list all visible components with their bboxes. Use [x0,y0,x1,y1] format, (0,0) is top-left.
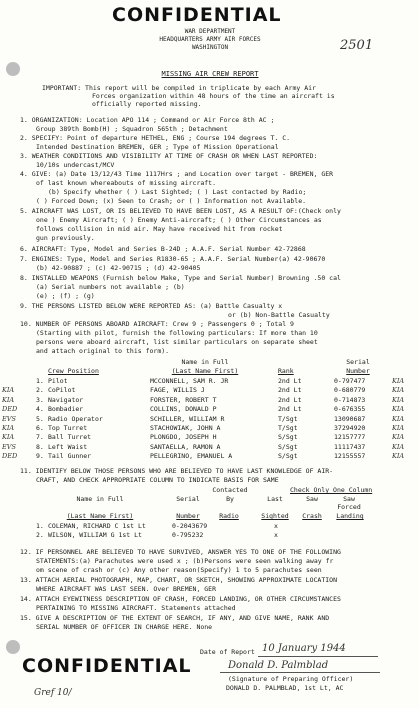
crew-rank: 2nd Lt [278,395,302,404]
crew-row-number: 9. [36,452,44,461]
witness-1-name: COLEMAN, RICHARD C 1st Lt [48,522,146,530]
crew-rank: 2nd Lt [278,405,302,414]
important-line-2: Forces organization within 48 hours of the time an aircraft is [92,92,335,100]
item-10-instructions-2: persons were aboard aircraft, list similar particulars on separate sheet [36,338,318,346]
report-title: MISSING AIR CREW REPORT [161,70,259,78]
item-12-survived: 12. IF PERSONNEL ARE BELIEVED TO HAVE SURVIVED, ANSWER YES TO ONE OF THE FOLLOWING [20,548,341,556]
crew-status-mark: KIA [2,386,15,395]
witness-header-saw-forced: Saw [343,495,355,503]
item-8-more: (e) ; (f) ; (g) [36,292,95,300]
item-6-aircraft: 6. AIRCRAFT: Type, Model and Series B-24D ; A.A.F. Serial Number 42-72868 [20,245,306,253]
witness-header-radio: Radio [219,512,239,520]
crew-header-serial-sub: Number [346,367,370,375]
crew-status-mark: KIA [2,395,15,404]
crew-row [0,443,419,452]
crew-rank: S/Sgt [278,452,298,461]
witness-header-serial: Serial [176,495,200,503]
crew-row [0,433,419,442]
crew-position: Left Waist [48,442,88,451]
crew-position: Navigator [48,395,84,404]
punch-hole [6,62,20,76]
item-10-instructions-1: (Starting with pilot, furnish the following particulars: If more than 10 [36,329,318,337]
witness-header-forced: Forced [337,503,361,511]
crew-serial: 13090687 [334,414,366,423]
crew-row [0,415,419,424]
crew-serial: 12157777 [334,433,366,442]
item-5-options: one ) Enemy Aircraft; ( ) Enemy Anti-aircraft; ( ) Other Circumstances as [36,216,322,224]
crew-name: MCCONNELL, SAM R. JR [150,377,229,385]
witness-header-name-sub: (Last Name First) [66,512,134,520]
witness-header-last: Last [267,495,283,503]
crew-row [0,396,419,405]
witness-header-name: Name in Full [76,495,124,503]
crew-row-number: 4. [36,405,44,414]
item-10-number-aboard: 10. NUMBER OF PERSONS ABOARD AIRCRAFT: Crew 9 ; Passengers 0 ; Total 9 [20,320,294,328]
confidential-stamp-top: CONFIDENTIAL [112,4,282,26]
crew-right-mark: KIA [392,414,405,423]
crew-serial: 0-797477 [334,377,366,385]
witness-header-saw: Saw [306,495,318,503]
crew-right-mark: KIA [392,377,405,385]
crew-header-name: Name in Full [181,358,229,366]
item-15-search: 15. GIVE A DESCRIPTION OF THE EXTENT OF SEARCH, IF ANY, AND GIVE NAME, RANK AND [20,614,330,622]
witness-2-last-sighted: x [274,531,278,539]
crew-position: Radio Operator [48,414,103,423]
item-5-lost: 5. AIRCRAFT WAS LOST, OR IS BELIEVED TO HAVE BEEN LOST, AS A RESULT OF:(Check only [20,207,341,215]
date-of-report-label: Date of Report [200,648,255,656]
crew-rank: T/Sgt [278,414,298,423]
signature-caption: (Signature of Preparing Officer) [228,675,354,683]
item-13-location: WHERE AIRCRAFT WAS LAST SEEN. Over BREMEN, GER [36,585,217,593]
header-hq-aaf: HEADQUARTERS ARMY AIR FORCES [159,36,261,43]
crew-position: Bombadier [48,405,84,414]
crew-row [0,424,419,433]
crew-header-serial: Serial [346,358,370,366]
crew-row-number: 3. [36,395,44,404]
item-14-eyewitness: 14. ATTACH EYEWITNESS DESCRIPTION OF CRASH, FORCED LANDING, OR OTHER CIRCUMSTANCES [20,595,341,603]
item-11-identify-cont: CRAFT, AND CHECK APPROPRIATE COLUMN TO INDICATE BASIS FOR SAME [36,476,279,484]
crew-status-mark: DED [2,405,18,414]
witness-1-num: 1. [36,522,44,530]
confidential-stamp-bottom: CONFIDENTIAL [22,655,192,677]
crew-header-position: Crew Position [48,367,99,375]
crew-name: SCHILLER, WILLIAM R [150,414,225,423]
crew-status-mark: KIA [2,433,15,442]
crew-right-mark: KIA [392,405,405,414]
crew-position: Pilot [48,377,68,385]
item-15-officer: SERIAL NUMBER OF OFFICER IN CHARGE HERE. None [36,623,213,631]
item-11-identify: 11. IDENTIFY BELOW THOSE PERSONS WHO ARE BELIEVED TO HAVE LAST KNOWLEDGE OF AIR- [20,467,334,475]
crew-position: Ball Turret [48,433,92,442]
signature: Donald D. Palmblad [228,660,329,671]
item-12-statements: STATEMENTS:(a) Parachutes were used x ; (b)Persons were seen walking away fr [36,557,334,565]
item-1-group: Group 389th Bomb(H) ; Squadron 565th ; Detachment [36,125,228,133]
header-washington: WASHINGTON [191,44,229,51]
item-9-persons: 9. THE PERSONS LISTED BELOW WERE REPORTED AS: (a) Battle Casualty x [20,302,283,310]
crew-name: STACHOWIAK, JOHN A [150,424,221,432]
witness-2-name: WILSON, WILLIAM G 1st Lt [48,531,142,539]
crew-rank: 2nd Lt [278,386,302,395]
crew-name: PLONGDO, JOSEPH H [150,433,217,442]
witness-header-sighted: Sighted [261,512,289,520]
item-3-weather: 3. WEATHER CONDITIONS AND VISIBILITY AT TIME OF CRASH OR WHEN LAST REPORTED: [20,152,318,160]
handwritten-note: Gref 10/ [34,688,72,698]
crew-rank: 2nd Lt [278,377,302,385]
punch-hole [6,640,20,654]
witness-2-num: 2. [36,531,44,539]
date-line [258,656,378,657]
crew-row [0,452,419,461]
witness-header-crash: Crash [302,512,322,520]
crew-row-number: 2. [36,386,44,395]
crew-name: FORSTER, ROBERT T [150,395,217,404]
item-5-circumstances-cont: gun previously. [36,234,95,242]
witness-header-serial-sub: Number [176,512,200,520]
handwritten-number: 2501 [340,38,374,53]
item-8-weapons: 8. INSTALLED WEAPONS (Furnish below Make, Type and Serial Number) Browning .50 cal [20,274,341,282]
header-war-department: WAR DEPARTMENT [184,28,236,35]
crew-name: SANTAELLA, RAMON A [150,442,221,451]
crew-position: Tail Gunner [48,452,92,461]
crew-serial: 12155557 [334,452,366,461]
witness-2-serial: 0-795232 [172,531,204,539]
important-line-3: officially reported missing. [92,100,202,108]
witness-header-landing: Landing [336,512,364,520]
crew-serial: 37294920 [334,424,366,432]
signature-line [220,672,380,673]
crew-header-name-sub: (Last Name First) [171,367,239,375]
crew-rank: S/Sgt [278,442,298,451]
item-5-circumstances: follows collision in mid air. May have received hit from rocket [36,225,283,233]
crew-row-number: 8. [36,442,44,451]
item-14-statements: PERTAINING TO MISSING AIRCRAFT. Statements attached [36,604,236,612]
crew-serial: 0-676355 [334,405,366,414]
witness-header-contacted: Contacted [212,486,248,494]
item-7-engine-serials: (b) 42-90887 ; (c) 42-90715 ; (d) 42-90405 [36,264,201,272]
witness-header-by: By [226,495,234,503]
crew-status-mark: DED [2,452,18,461]
item-4-whereabouts: of last known whereabouts of missing aircraft. [36,179,217,187]
crew-right-mark: KIA [392,424,405,432]
crew-right-mark: KIA [392,452,405,461]
item-4-date-time: 4. GIVE: (a) Date 13/12/43 Time 1117Hrs ; and Location over target - BREMEN, GER [20,170,334,178]
crew-rank: S/Sgt [278,433,298,442]
crew-rank: T/Sgt [278,424,298,432]
item-10-instructions-3: and attach original to this form). [36,347,170,355]
crew-row [0,405,419,414]
item-7-engines: 7. ENGINES: Type, Model and Series R1830-65 ; A.A.F. Serial Number(a) 42-90670 [20,255,326,263]
witness-header-check-only: Check Only One Column [290,486,373,494]
crew-row-number: 7. [36,433,44,442]
crew-name: PELLEGRINO, EMANUEL A [150,452,233,461]
item-8-serials: (a) Serial numbers not available ; (b) [36,283,185,291]
crew-row [0,377,419,386]
crew-right-mark: KIA [392,442,405,451]
item-9-non-battle: or (b) Non-Battle Casualty [228,311,330,319]
typed-name: DONALD D. PALMBLAD, 1st Lt, AC [226,684,344,692]
witness-1-serial: 0-2043679 [172,522,208,530]
item-12-other: om scene of crash or (c) Any other reason(Specify) 1 to 5 parachutes seen [36,566,322,574]
crew-row-number: 5. [36,414,44,423]
crew-right-mark: KIA [392,386,405,395]
item-2-destination: Intended Destination BREMEN, GER ; Type of Mission Operational [36,143,279,151]
item-1-organization: 1. ORGANIZATION: Location APO 114 ; Command or Air Force 8th AC ; [20,116,275,124]
date-of-report-value: 10 January 1944 [262,643,346,654]
item-2-specify: 2. SPECIFY: Point of departure HETHEL, ENG ; Course 194 degrees T. C. [20,134,291,142]
crew-row-number: 1. [36,377,44,385]
witness-1-last-sighted: x [274,522,278,530]
crew-row-number: 6. [36,424,44,432]
crew-serial: 0-680779 [334,386,366,395]
crew-position: Top Turret [48,424,88,432]
item-4b-specify: (b) Specify whether ( ) Last Sighted; ( ) Last contacted by Radio; [48,188,307,196]
crew-status-mark: KIA [2,424,15,432]
crew-name: FAGE, WILLIS J [150,386,205,395]
crew-serial: 0-714873 [334,395,366,404]
important-line-1: IMPORTANT: This report will be compiled in triplicate by each Army Air [42,84,316,92]
crew-right-mark: KIA [392,433,405,442]
crew-right-mark: KIA [392,395,405,404]
item-4b-options: ( ) Forced Down; (x) Seen to Crash; or ( ) Information not Available. [36,197,307,205]
crew-serial: 11117437 [334,442,366,451]
crew-status-mark: EVS [2,414,16,423]
crew-position: CoPilot [48,386,76,395]
crew-row [0,386,419,395]
item-3-value: 10/10s undercast/MCV [36,161,115,169]
crew-status-mark: EVS [2,442,16,451]
item-13-photo: 13. ATTACH AERIAL PHOTOGRAPH, MAP, CHART, OR SKETCH, SHOWING APPROXIMATE LOCATION [20,576,337,584]
crew-header-rank: Rank [278,367,294,375]
crew-name: COLLINS, DONALD P [150,405,217,414]
